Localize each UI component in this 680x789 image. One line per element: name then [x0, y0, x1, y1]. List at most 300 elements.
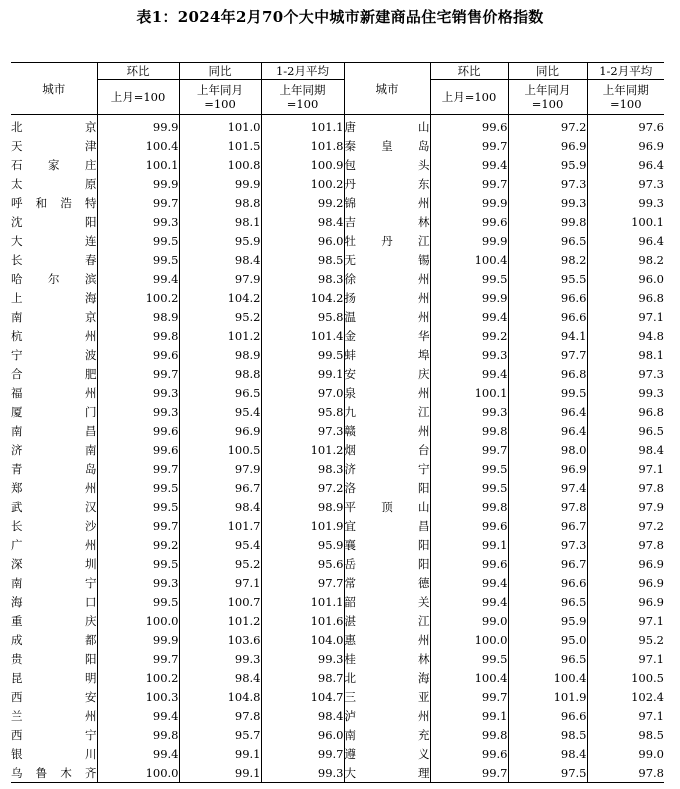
cell-yoy-right: 100.4: [508, 668, 587, 687]
cell-avg-left: 98.9: [261, 497, 344, 516]
cell-city-right: 济 宁: [344, 459, 430, 478]
cell-yoy-left: 95.9: [179, 231, 261, 250]
table-row: [11, 421, 664, 440]
cell-mom-right: 99.9: [430, 288, 508, 307]
cell-city-left: 郑 州: [11, 480, 97, 495]
cell-yoy-left: 95.2: [179, 307, 261, 326]
cell-city-right: 唐 山: [344, 115, 430, 137]
cell-yoy-left: 97.9: [179, 459, 261, 478]
cell-yoy-right: 97.7: [508, 345, 587, 364]
cell-city-right: 九 江: [344, 402, 430, 421]
cell-avg-left: 99.1: [261, 364, 344, 383]
table-row: [11, 687, 664, 706]
cell-mom-left: 99.7: [97, 459, 179, 478]
cell-mom-right: 99.4: [430, 592, 508, 611]
cell-city-right: 丹 东: [344, 174, 430, 193]
table-row: [11, 744, 664, 763]
cell-city-right: 蚌 埠: [344, 345, 430, 364]
table-row: [11, 497, 664, 516]
cell-city-right: 北 海: [344, 668, 430, 687]
cell-city-right: 温 州: [344, 307, 430, 326]
cell-mom-right: 99.4: [430, 307, 508, 326]
cell-avg-right: 97.1: [587, 459, 664, 478]
cell-mom-right: 100.4: [430, 250, 508, 269]
cell-avg-right: 97.8: [587, 535, 664, 554]
cell-avg-left: 97.0: [261, 383, 344, 402]
cell-mom-right: 99.7: [430, 174, 508, 193]
cell-avg-right: 97.2: [587, 516, 664, 535]
cell-yoy-left: 99.1: [179, 744, 261, 763]
cell-mom-left: 99.8: [97, 326, 179, 345]
cell-mom-right: 99.7: [430, 136, 508, 155]
cell-mom-left: 99.5: [97, 250, 179, 269]
cell-avg-left: 95.8: [261, 307, 344, 326]
cell-avg-left: 98.3: [261, 269, 344, 288]
cell-mom-left: 100.2: [97, 668, 179, 687]
price-index-table: [11, 62, 664, 783]
cell-avg-left: 104.7: [261, 687, 344, 706]
cell-mom-left: 100.0: [97, 611, 179, 630]
cell-yoy-right: 99.8: [508, 212, 587, 231]
table-row: [11, 155, 664, 174]
cell-city-left: 哈尔滨: [11, 271, 97, 286]
cell-yoy-right: 97.4: [508, 478, 587, 497]
cell-avg-right: 100.1: [587, 212, 664, 231]
cell-mom-right: 99.5: [430, 649, 508, 668]
cell-yoy-left: 99.9: [179, 174, 261, 193]
cell-city-left: 长 春: [11, 252, 97, 267]
cell-mom-left: 99.9: [97, 630, 179, 649]
cell-city-left: 宁 波: [11, 347, 97, 362]
cell-avg-left: 100.9: [261, 155, 344, 174]
header-avg-base-left: 上年同期=100: [261, 80, 344, 115]
cell-mom-left: 99.9: [97, 115, 179, 137]
cell-yoy-right: 95.5: [508, 269, 587, 288]
table-row: [11, 364, 664, 383]
cell-city-right: 泉 州: [344, 383, 430, 402]
cell-yoy-left: 101.0: [179, 115, 261, 137]
cell-mom-right: 99.6: [430, 516, 508, 535]
table-row: [11, 269, 664, 288]
cell-mom-right: 99.7: [430, 440, 508, 459]
cell-avg-right: 96.0: [587, 269, 664, 288]
cell-yoy-right: 96.5: [508, 649, 587, 668]
cell-yoy-right: 101.9: [508, 687, 587, 706]
cell-yoy-right: 97.8: [508, 497, 587, 516]
cell-avg-left: 101.1: [261, 115, 344, 137]
cell-yoy-right: 96.6: [508, 573, 587, 592]
cell-city-left: 青 岛: [11, 461, 97, 476]
cell-city-right: 牡丹江: [344, 231, 430, 250]
cell-mom-left: 99.5: [97, 592, 179, 611]
header-mom-base-left: 上月=100: [97, 80, 179, 115]
table-row: [11, 231, 664, 250]
cell-city-right: 锦 州: [344, 193, 430, 212]
cell-city-left: 乌鲁木齐: [11, 763, 97, 783]
cell-yoy-left: 96.7: [179, 478, 261, 497]
cell-city-left: 南 昌: [11, 423, 97, 438]
cell-mom-right: 99.4: [430, 573, 508, 592]
cell-mom-right: 99.3: [430, 345, 508, 364]
cell-city-left: 成 都: [11, 632, 97, 647]
cell-yoy-left: 97.8: [179, 706, 261, 725]
cell-mom-left: 99.3: [97, 212, 179, 231]
cell-yoy-left: 100.5: [179, 440, 261, 459]
cell-avg-right: 96.9: [587, 554, 664, 573]
header-city-left: 城市: [11, 63, 97, 115]
table-row: [11, 307, 664, 326]
cell-avg-right: 99.3: [587, 383, 664, 402]
cell-avg-right: 96.4: [587, 231, 664, 250]
cell-mom-right: 100.0: [430, 630, 508, 649]
cell-avg-right: 99.3: [587, 193, 664, 212]
table-row: [11, 668, 664, 687]
cell-yoy-left: 100.7: [179, 592, 261, 611]
cell-avg-right: 96.8: [587, 288, 664, 307]
cell-city-left: 南 宁: [11, 575, 97, 590]
cell-mom-right: 99.3: [430, 402, 508, 421]
cell-avg-right: 97.9: [587, 497, 664, 516]
cell-city-right: 金 华: [344, 326, 430, 345]
cell-avg-right: 96.4: [587, 155, 664, 174]
cell-mom-left: 99.4: [97, 706, 179, 725]
cell-city-left: 南 京: [11, 309, 97, 324]
table-row: [11, 516, 664, 535]
table-row: [11, 326, 664, 345]
cell-city-left: 太 原: [11, 176, 97, 191]
cell-yoy-right: 94.1: [508, 326, 587, 345]
table-row: [11, 611, 664, 630]
cell-yoy-left: 104.2: [179, 288, 261, 307]
table-row: [11, 706, 664, 725]
cell-mom-left: 99.2: [97, 535, 179, 554]
cell-city-left: 石家庄: [11, 157, 97, 172]
cell-avg-right: 99.0: [587, 744, 664, 763]
header-mom-right: 环比: [430, 63, 508, 80]
cell-city-left: 杭 州: [11, 328, 97, 343]
table-row: [11, 288, 664, 307]
cell-mom-left: 99.6: [97, 345, 179, 364]
cell-city-left: 昆 明: [11, 670, 97, 685]
cell-city-right: 大 理: [344, 763, 430, 783]
cell-mom-right: 99.7: [430, 763, 508, 783]
cell-avg-right: 98.4: [587, 440, 664, 459]
cell-avg-right: 97.3: [587, 364, 664, 383]
table-row: [11, 115, 664, 137]
cell-avg-right: 96.9: [587, 136, 664, 155]
cell-mom-right: 99.4: [430, 364, 508, 383]
header-avg-base-right: 上年同期=100: [587, 80, 664, 115]
cell-mom-right: 100.4: [430, 668, 508, 687]
cell-yoy-right: 98.5: [508, 725, 587, 744]
header-yoy-base-right: 上年同月=100: [508, 80, 587, 115]
cell-city-right: 烟 台: [344, 440, 430, 459]
cell-yoy-right: 96.7: [508, 554, 587, 573]
cell-yoy-right: 97.3: [508, 174, 587, 193]
cell-mom-right: 99.6: [430, 744, 508, 763]
cell-mom-right: 99.8: [430, 725, 508, 744]
cell-yoy-left: 96.9: [179, 421, 261, 440]
cell-avg-right: 94.8: [587, 326, 664, 345]
cell-yoy-right: 98.4: [508, 744, 587, 763]
cell-yoy-left: 100.8: [179, 155, 261, 174]
cell-avg-left: 96.0: [261, 725, 344, 744]
cell-mom-left: 100.0: [97, 763, 179, 783]
cell-yoy-left: 95.7: [179, 725, 261, 744]
table-row: [11, 478, 664, 497]
cell-avg-left: 98.4: [261, 706, 344, 725]
cell-city-right: 泸 州: [344, 706, 430, 725]
table-header: [11, 63, 664, 115]
cell-avg-right: 97.1: [587, 611, 664, 630]
cell-city-left: 兰 州: [11, 708, 97, 723]
cell-mom-right: 99.4: [430, 155, 508, 174]
table-row: [11, 630, 664, 649]
cell-mom-left: 99.3: [97, 383, 179, 402]
cell-avg-right: 100.5: [587, 668, 664, 687]
cell-mom-left: 99.6: [97, 421, 179, 440]
header-yoy-left: 同比: [179, 63, 261, 80]
table-row: [11, 763, 664, 783]
table-row: [11, 554, 664, 573]
cell-yoy-left: 101.5: [179, 136, 261, 155]
cell-avg-right: 98.5: [587, 725, 664, 744]
cell-city-right: 宜 昌: [344, 516, 430, 535]
cell-city-right: 吉 林: [344, 212, 430, 231]
table-row: [11, 725, 664, 744]
table-row: [11, 212, 664, 231]
table-row: [11, 174, 664, 193]
table-row: [11, 383, 664, 402]
cell-yoy-left: 97.9: [179, 269, 261, 288]
cell-mom-left: 99.8: [97, 725, 179, 744]
cell-city-right: 赣 州: [344, 421, 430, 440]
table-row: [11, 440, 664, 459]
cell-yoy-left: 98.9: [179, 345, 261, 364]
cell-avg-left: 98.3: [261, 459, 344, 478]
cell-avg-left: 95.8: [261, 402, 344, 421]
cell-yoy-left: 99.1: [179, 763, 261, 783]
cell-mom-right: 99.6: [430, 115, 508, 137]
cell-avg-left: 99.7: [261, 744, 344, 763]
cell-city-right: 桂 林: [344, 649, 430, 668]
cell-avg-left: 99.5: [261, 345, 344, 364]
cell-mom-right: 99.0: [430, 611, 508, 630]
header-city-right: 城市: [344, 63, 430, 115]
cell-city-right: 韶 关: [344, 592, 430, 611]
cell-mom-left: 99.9: [97, 174, 179, 193]
cell-yoy-right: 95.0: [508, 630, 587, 649]
cell-avg-left: 101.1: [261, 592, 344, 611]
cell-avg-right: 96.9: [587, 573, 664, 592]
cell-yoy-right: 96.4: [508, 402, 587, 421]
cell-city-left: 合 肥: [11, 366, 97, 381]
cell-city-right: 扬 州: [344, 288, 430, 307]
cell-mom-right: 99.1: [430, 535, 508, 554]
cell-yoy-left: 98.4: [179, 497, 261, 516]
cell-city-right: 包 头: [344, 155, 430, 174]
cell-avg-left: 96.0: [261, 231, 344, 250]
cell-avg-right: 97.1: [587, 307, 664, 326]
cell-yoy-right: 96.4: [508, 421, 587, 440]
cell-avg-left: 101.8: [261, 136, 344, 155]
cell-mom-right: 99.5: [430, 459, 508, 478]
cell-yoy-left: 98.8: [179, 193, 261, 212]
cell-avg-right: 96.8: [587, 402, 664, 421]
cell-avg-right: 97.1: [587, 649, 664, 668]
table-row: [11, 402, 664, 421]
header-avg-left: 1-2月平均: [261, 63, 344, 80]
cell-yoy-right: 97.3: [508, 535, 587, 554]
cell-mom-left: 99.7: [97, 364, 179, 383]
cell-avg-left: 100.2: [261, 174, 344, 193]
cell-yoy-right: 96.6: [508, 307, 587, 326]
cell-avg-right: 96.5: [587, 421, 664, 440]
cell-avg-left: 99.2: [261, 193, 344, 212]
cell-mom-left: 100.3: [97, 687, 179, 706]
cell-mom-left: 99.5: [97, 497, 179, 516]
table-row: [11, 250, 664, 269]
cell-city-left: 武 汉: [11, 499, 97, 514]
cell-city-right: 秦皇岛: [344, 136, 430, 155]
cell-city-left: 沈 阳: [11, 214, 97, 229]
cell-city-left: 北 京: [11, 119, 97, 134]
cell-mom-right: 99.8: [430, 421, 508, 440]
cell-avg-right: 97.1: [587, 706, 664, 725]
table-row: [11, 193, 664, 212]
cell-yoy-left: 99.3: [179, 649, 261, 668]
cell-yoy-right: 99.3: [508, 193, 587, 212]
cell-avg-left: 101.4: [261, 326, 344, 345]
cell-avg-left: 95.6: [261, 554, 344, 573]
cell-yoy-right: 95.9: [508, 155, 587, 174]
cell-mom-left: 99.5: [97, 478, 179, 497]
cell-avg-right: 96.9: [587, 592, 664, 611]
cell-mom-right: 99.9: [430, 231, 508, 250]
table-row: [11, 573, 664, 592]
cell-avg-right: 97.8: [587, 763, 664, 783]
cell-yoy-right: 98.2: [508, 250, 587, 269]
cell-avg-left: 104.2: [261, 288, 344, 307]
cell-yoy-left: 98.4: [179, 668, 261, 687]
cell-city-right: 南 充: [344, 725, 430, 744]
cell-avg-left: 101.9: [261, 516, 344, 535]
cell-avg-left: 95.9: [261, 535, 344, 554]
cell-mom-left: 99.7: [97, 516, 179, 535]
cell-mom-left: 99.6: [97, 440, 179, 459]
cell-yoy-right: 96.9: [508, 459, 587, 478]
cell-yoy-right: 96.7: [508, 516, 587, 535]
cell-yoy-right: 96.9: [508, 136, 587, 155]
cell-yoy-left: 98.4: [179, 250, 261, 269]
cell-city-right: 洛 阳: [344, 478, 430, 497]
cell-mom-left: 99.5: [97, 554, 179, 573]
cell-city-left: 深 圳: [11, 556, 97, 571]
table-row: [11, 459, 664, 478]
cell-mom-right: 99.8: [430, 497, 508, 516]
cell-yoy-right: 99.5: [508, 383, 587, 402]
cell-yoy-right: 96.8: [508, 364, 587, 383]
cell-yoy-right: 97.5: [508, 763, 587, 783]
cell-yoy-left: 96.5: [179, 383, 261, 402]
cell-mom-right: 99.1: [430, 706, 508, 725]
cell-mom-left: 100.4: [97, 136, 179, 155]
cell-city-left: 厦 门: [11, 404, 97, 419]
cell-mom-right: 99.6: [430, 212, 508, 231]
cell-city-right: 遵 义: [344, 744, 430, 763]
cell-mom-right: 99.7: [430, 687, 508, 706]
cell-yoy-right: 96.6: [508, 706, 587, 725]
cell-yoy-left: 98.1: [179, 212, 261, 231]
cell-avg-left: 99.3: [261, 763, 344, 783]
cell-city-left: 济 南: [11, 442, 97, 457]
header-avg-right: 1-2月平均: [587, 63, 664, 80]
cell-mom-right: 100.1: [430, 383, 508, 402]
cell-mom-left: 99.3: [97, 402, 179, 421]
cell-city-right: 平顶山: [344, 497, 430, 516]
cell-mom-right: 99.6: [430, 554, 508, 573]
cell-yoy-left: 101.2: [179, 326, 261, 345]
cell-mom-left: 99.7: [97, 193, 179, 212]
cell-yoy-left: 103.6: [179, 630, 261, 649]
cell-mom-left: 99.4: [97, 744, 179, 763]
table-row: [11, 345, 664, 364]
cell-city-left: 重 庆: [11, 613, 97, 628]
cell-city-right: 徐 州: [344, 269, 430, 288]
cell-avg-left: 101.6: [261, 611, 344, 630]
cell-city-right: 三 亚: [344, 687, 430, 706]
cell-avg-left: 101.2: [261, 440, 344, 459]
cell-yoy-left: 95.2: [179, 554, 261, 573]
cell-avg-right: 95.2: [587, 630, 664, 649]
table-body: [11, 115, 664, 783]
cell-mom-left: 98.9: [97, 307, 179, 326]
cell-mom-right: 99.9: [430, 193, 508, 212]
cell-mom-right: 99.2: [430, 326, 508, 345]
cell-avg-left: 98.5: [261, 250, 344, 269]
cell-yoy-left: 97.1: [179, 573, 261, 592]
cell-city-right: 惠 州: [344, 630, 430, 649]
cell-yoy-right: 96.5: [508, 231, 587, 250]
cell-mom-left: 100.1: [97, 155, 179, 174]
cell-mom-left: 100.2: [97, 288, 179, 307]
cell-avg-left: 97.7: [261, 573, 344, 592]
cell-avg-left: 97.3: [261, 421, 344, 440]
cell-yoy-right: 95.9: [508, 611, 587, 630]
cell-city-left: 海 口: [11, 594, 97, 609]
cell-city-right: 湛 江: [344, 611, 430, 630]
table-row: [11, 592, 664, 611]
table-row: [11, 649, 664, 668]
cell-city-right: 岳 阳: [344, 554, 430, 573]
cell-city-right: 常 德: [344, 573, 430, 592]
cell-city-left: 广 州: [11, 537, 97, 552]
cell-city-left: 银 川: [11, 746, 97, 761]
header-mom-base-right: 上月=100: [430, 80, 508, 115]
cell-city-right: 襄 阳: [344, 535, 430, 554]
cell-mom-right: 99.5: [430, 269, 508, 288]
cell-city-left: 天 津: [11, 138, 97, 153]
cell-mom-left: 99.3: [97, 573, 179, 592]
cell-city-left: 西 安: [11, 689, 97, 704]
table-row: [11, 136, 664, 155]
cell-yoy-left: 104.8: [179, 687, 261, 706]
cell-city-left: 西 宁: [11, 727, 97, 742]
cell-yoy-right: 96.5: [508, 592, 587, 611]
cell-avg-left: 104.0: [261, 630, 344, 649]
cell-yoy-left: 95.4: [179, 535, 261, 554]
cell-avg-right: 97.6: [587, 115, 664, 137]
